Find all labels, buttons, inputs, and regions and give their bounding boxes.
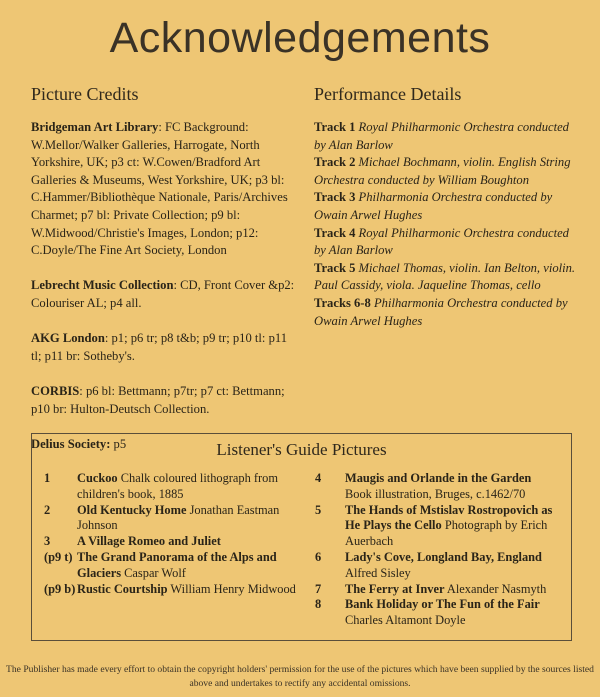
credit-text: : p1; p6 tr; p8 t&b; p9 tr; p10 tl: p11 tl; p11 br: Sotheby's.	[31, 331, 287, 363]
page-title: Acknowledgements	[109, 14, 491, 62]
picture-credits-list	[31, 119, 299, 471]
track-entry	[314, 189, 576, 224]
track-entry	[314, 225, 576, 260]
credit-source: CORBIS	[31, 383, 80, 398]
track-performers: Philharmonia Orchestra conducted by Owain Arwel Hughes	[314, 190, 553, 222]
guide-item	[315, 550, 565, 582]
guide-number: (p9 b)	[44, 581, 76, 596]
guide-desc: Charles Altamont Doyle	[345, 613, 466, 628]
guide-title: Cuckoo	[77, 471, 118, 485]
guide-item	[44, 550, 306, 582]
track-label: Track 3	[314, 190, 356, 205]
credit-text: : p6 bl: Bettmann; p7tr; p7 ct: Bettmann; p10 br: Hulton-Deutsch Collection.	[31, 383, 285, 416]
guide-list-left	[44, 471, 306, 597]
guide-title: The Grand Panorama of the Alps and Glaciers	[77, 549, 277, 580]
guide-title: The Hands of Mstislav Rostropovich as He Plays the Cello	[345, 502, 553, 533]
credit-entry	[31, 277, 299, 312]
guide-number: 2	[44, 502, 51, 517]
guide-desc: Chalk coloured lithograph from children's book, 1885	[77, 471, 278, 501]
track-performers: Philharmonia Orchestra conducted by Owain Arwel Hughes	[314, 295, 568, 328]
guide-desc: Caspar Wolf	[124, 565, 186, 580]
track-label: Track 1	[314, 120, 356, 134]
guide-item	[44, 471, 306, 503]
guide-desc: Alfred Sisley	[345, 565, 411, 580]
guide-number: (p9 t)	[44, 549, 73, 564]
guide-title: Bank Holiday or The Fun of the Fair	[345, 597, 540, 612]
guide-desc: William Henry Midwood	[170, 581, 296, 596]
guide-item	[315, 471, 565, 503]
guide-item	[315, 597, 565, 629]
guide-number: 3	[44, 534, 51, 549]
credit-entry	[31, 383, 299, 418]
guide-desc: Book illustration, Bruges, c.1462/70	[345, 486, 526, 501]
guide-number: 1	[44, 471, 51, 485]
credit-entry	[31, 119, 299, 260]
track-performers: Royal Philharmonic Orchestra conducted by Alan Barlow	[314, 225, 569, 258]
guide-title: A Village Romeo and Juliet	[77, 534, 221, 549]
guide-number: 8	[315, 597, 322, 612]
guide-desc: Photograph by Erich Auerbach	[345, 518, 548, 549]
credit-text: p5	[110, 436, 127, 451]
track-entry	[314, 260, 576, 295]
track-label: Tracks 6-8	[314, 295, 371, 310]
track-entry	[314, 154, 576, 189]
guide-item	[315, 503, 565, 550]
picture-credits-heading: Picture Credits	[31, 84, 139, 104]
guide-desc: Jonathan Eastman Johnson	[77, 502, 280, 533]
guide-title: Lady's Cove, Longland Bay, England	[345, 549, 542, 564]
guide-item	[44, 503, 306, 535]
copyright-notice: The Publisher has made every effort to obtain the copyright holders' permission for the use of the pictures which have been supplied by the sources listed above and undertakes to rectify any accidental omissions.	[6, 664, 594, 689]
guide-number: 5	[315, 502, 322, 517]
performance-details-list	[314, 119, 576, 330]
guide-desc: Alexander Nasmyth	[446, 581, 547, 596]
credit-source: AKG London	[31, 331, 105, 346]
guide-item	[315, 582, 565, 598]
track-performers: Royal Philharmonic Orchestra conducted by Alan Barlow	[314, 120, 569, 152]
track-performers: Michael Thomas, violin. Ian Belton, violin. Paul Cassidy, viola. Jaqueline Thomas, cello	[314, 260, 576, 293]
performance-details-heading: Performance Details	[314, 84, 462, 104]
guide-item	[44, 534, 306, 550]
track-entry	[314, 119, 576, 154]
guide-title: Old Kentucky Home	[77, 502, 187, 517]
guide-number: 4	[315, 471, 322, 485]
credit-source: Delius Society:	[31, 436, 111, 451]
credit-source: Bridgeman Art Library	[31, 120, 159, 134]
track-label: Track 2	[314, 155, 356, 170]
credit-source: Lebrecht Music Collection	[31, 278, 174, 293]
credit-text: : FC Background: W.Mellor/Walker Galleries, Harrogate, North Yorkshire, UK; p3 ct: W.Cowen/Bradford Art Galleries & Museums, West Yorkshire, UK; p3 bl: C.Hammer/Bibliothèque Nationale, Paris/Archives Charmet; p7 bl: Private Collection; p9 bl: W.Midwood/Christie's Images, London; p12: C.Doyle/The Fine Art Society, London	[31, 120, 288, 258]
guide-title: Maugis and Orlande in the Garden	[345, 471, 532, 485]
track-performers: Michael Bochmann, violin. English String Orchestra conducted by William Boughton	[314, 155, 571, 187]
track-label: Track 5	[314, 260, 356, 275]
credit-entry	[31, 330, 299, 365]
guide-number: 6	[315, 549, 322, 564]
guide-list-right	[315, 471, 565, 629]
track-entry	[314, 295, 576, 330]
guide-title: Rustic Courtship	[77, 581, 168, 596]
track-label: Track 4	[314, 225, 356, 240]
credit-text: : CD, Front Cover &p2: Colouriser AL; p4 all.	[31, 278, 295, 310]
guide-number: 7	[315, 581, 322, 596]
guide-title: The Ferry at Inver	[345, 581, 445, 596]
listeners-guide-box	[31, 433, 572, 641]
guide-item	[44, 582, 306, 598]
listeners-guide-heading: Listener's Guide Pictures	[216, 440, 387, 459]
